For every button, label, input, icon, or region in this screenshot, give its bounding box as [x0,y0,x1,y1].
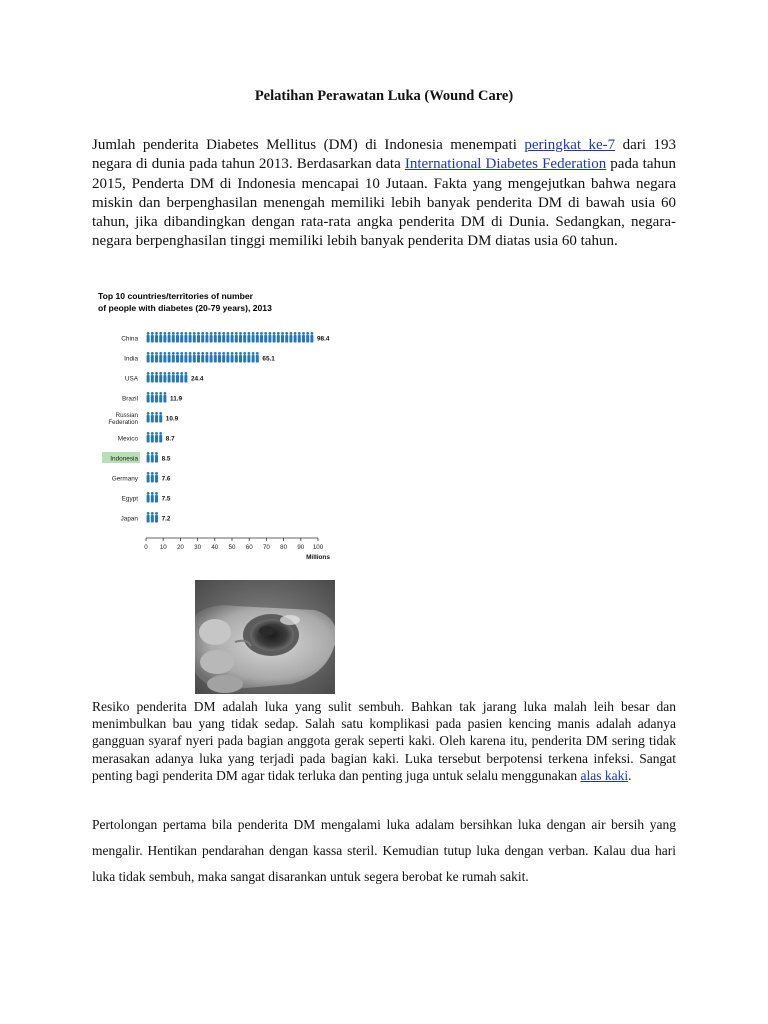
person-icon-body [201,335,204,343]
person-icon-body [268,335,271,343]
person-icon-body [273,335,276,343]
value-label-usa: 24.4 [191,375,204,383]
person-icon-body [159,415,162,423]
person-icon-head [159,432,162,435]
person-icon-head [180,372,183,375]
person-icon-body [243,355,246,363]
person-icon-body [147,515,150,523]
person-icon-head [155,392,158,395]
person-icon-head [185,332,188,335]
person-icon-head [222,332,225,335]
person-icon-head [185,352,188,355]
person-icon-head [159,372,162,375]
category-label-mexico: Mexico [117,435,138,443]
person-icon-body [155,415,158,423]
person-icon-body [151,395,154,403]
intro-text-2: dari 193 negara di dunia pada tahun 2013. Berdasarkan data [92,137,676,173]
person-icon-body [147,435,150,443]
person-icon-body [197,335,200,343]
person-icon-head [151,332,154,335]
person-icon-head [214,352,217,355]
person-icon-body [155,495,158,503]
person-icon-head [311,332,314,335]
person-icon-body [281,335,284,343]
person-icon-body [147,475,150,483]
person-icon-body [289,335,292,343]
chart-title-line2: of people with diabetes (20-79 years), 2013 [98,303,272,313]
idf-link[interactable]: International Diabetes Federation [404,156,607,173]
person-icon-body [310,335,313,343]
person-icon-body [155,455,158,463]
person-icon-head [176,332,179,335]
person-icon-body [184,335,187,343]
bar-indonesia [147,452,158,463]
person-icon-head [147,432,150,435]
person-icon-body [159,375,162,383]
person-icon-body [147,335,150,343]
value-label-indonesia: 8.5 [161,455,171,463]
person-icon-body [239,335,242,343]
person-icon-head [155,332,158,335]
person-icon-body [197,355,200,363]
person-icon-head [155,432,158,435]
person-icon-head [206,352,209,355]
person-icon-head [285,332,288,335]
person-icon-head [147,512,150,515]
person-icon-body [163,355,166,363]
category-label-egypt: Egypt [121,495,138,503]
person-icon-body [151,355,154,363]
person-icon-head [189,332,192,335]
x-tick-label-20: 20 [176,544,184,551]
person-icon-head [243,332,246,335]
x-tick-label-40: 40 [211,544,219,551]
person-icon-body [176,375,179,383]
person-icon-head [155,412,158,415]
person-icon-body [201,355,204,363]
person-icon-head [155,452,158,455]
person-icon-body [155,335,158,343]
person-icon-body [247,355,250,363]
x-tick-label-50: 50 [228,544,236,551]
person-icon-head [281,332,284,335]
bar-germany [147,472,158,483]
person-icon-head [218,332,221,335]
person-icon-head [151,512,154,515]
person-icon-head [273,332,276,335]
value-label-mexico: 8.7 [165,435,175,443]
person-icon-body [210,355,213,363]
person-icon-body [172,355,175,363]
person-icon-body [256,355,259,363]
person-icon-head [147,392,150,395]
person-icon-body [235,355,238,363]
person-icon-body [176,355,179,363]
person-icon-body [180,375,183,383]
person-icon-body [163,375,166,383]
person-icon-body [151,475,154,483]
person-icon-head [159,332,162,335]
category-label-indonesia: Indonesia [110,455,138,463]
person-icon-body [151,515,154,523]
person-icon-head [231,352,234,355]
person-icon-head [155,492,158,495]
person-icon-body [277,335,280,343]
person-icon-body [193,335,196,343]
person-icon-head [151,412,154,415]
person-icon-head [210,332,213,335]
person-icon-head [159,352,162,355]
person-icon-body [294,335,297,343]
category-label-japan: Japan [120,515,138,523]
person-icon-body [155,515,158,523]
person-icon-head [189,352,192,355]
x-axis-label: Millions [306,554,330,561]
person-icon-head [172,352,175,355]
person-icon-head [147,452,150,455]
person-icon-head [298,332,301,335]
person-icon-head [201,332,204,335]
person-icon-head [147,372,150,375]
person-icon-body [151,375,154,383]
person-icon-head [252,352,255,355]
person-icon-body [235,335,238,343]
person-icon-head [256,352,259,355]
bar-india [147,352,259,363]
value-label-japan: 7.2 [161,515,171,523]
value-label-russian-federation: 10.9 [165,415,179,423]
person-icon-head [231,332,234,335]
person-icon-body [159,395,162,403]
person-icon-head [214,332,217,335]
person-icon-head [256,332,259,335]
person-icon-body [172,375,175,383]
bar-russian-federation [147,412,163,423]
person-icon-head [159,392,162,395]
person-icon-head [260,332,263,335]
bar-mexico [147,432,163,443]
person-icon-body [243,335,246,343]
person-icon-head [155,512,158,515]
person-icon-body [159,335,162,343]
person-icon-head [168,352,171,355]
person-icon-body [151,415,154,423]
risk-text-1: Resiko penderita DM adalah luka yang sulit sembuh. Bahkan tak jarang luka malah leih besar dan menimbulkan bau yang tidak sedap. Salah satu komplikasi pada pasien kencing manis adalah adanya gangguan syaraf nyeri pada bagian anggota gerak seperti kaki. Oleh karena itu, penderita DM sering tidak merasakan adanya luka yang terjadi pada bagian kaki. Luka tersebut berpotensi terkena infeksi. Sangat penting bagi penderita DM agar tidak terluka dan penting juga untuk selalu menggunakan [92,699,676,783]
category-label-china: China [121,335,138,343]
person-icon-head [147,412,150,415]
person-icon-body [184,355,187,363]
intro-paragraph [92,136,676,252]
person-icon-body [172,335,175,343]
category-label-russian-federation-line1: Russian [115,412,138,419]
diabetes-top10-chart [92,284,352,570]
person-icon-head [302,332,305,335]
person-icon-head [164,352,167,355]
person-icon-head [147,472,150,475]
person-icon-head [151,372,154,375]
person-icon-body [260,335,263,343]
person-icon-body [176,335,179,343]
person-icon-head [180,352,183,355]
ranking-link[interactable]: peringkat ke-7 [524,137,616,153]
person-icon-head [252,332,255,335]
person-icon-body [159,435,162,443]
person-icon-head [222,352,225,355]
wound-photo [195,580,335,694]
person-icon-body [180,335,183,343]
x-tick-label-90: 90 [297,544,305,551]
category-label-brazil: Brazil [122,395,138,403]
person-icon-body [147,455,150,463]
person-icon-head [151,432,154,435]
person-icon-body [231,335,234,343]
value-label-germany: 7.6 [161,475,171,483]
person-icon-body [168,375,171,383]
person-icon-head [172,332,175,335]
person-icon-body [155,395,158,403]
person-icon-body [256,335,259,343]
person-icon-body [214,335,217,343]
person-icon-head [151,352,154,355]
person-icon-body [222,335,225,343]
bar-china [147,332,314,343]
person-icon-head [176,372,179,375]
x-tick-label-100: 100 [312,544,324,551]
x-tick-label-10: 10 [159,544,167,551]
person-icon-body [252,355,255,363]
person-icon-head [155,352,158,355]
person-icon-body [163,335,166,343]
person-icon-head [172,372,175,375]
person-icon-head [164,332,167,335]
chart-title-line1: Top 10 countries/territories of number [98,291,254,301]
person-icon-head [176,352,179,355]
person-icon-head [193,352,196,355]
person-icon-body [155,475,158,483]
person-icon-head [159,412,162,415]
x-tick-label-70: 70 [262,544,270,551]
person-icon-head [193,332,196,335]
person-icon-head [235,332,238,335]
person-icon-head [290,332,293,335]
bar-egypt [147,492,158,503]
person-icon-head [248,352,251,355]
person-icon-body [151,495,154,503]
category-label-india: India [124,355,138,363]
person-icon-body [168,355,171,363]
person-icon-head [151,492,154,495]
person-icon-body [163,395,166,403]
person-icon-head [206,332,209,335]
intro-text-3: pada tahun 2015, Penderta DM di Indonesia mencapai 10 Jutaan. Fakta yang mengejutkan bahwa negara miskin dan berpenghasilan menengah memiliki lebih banyak penderita DM di bawah usia 60 tahun, jika dibandingkan dengan rata-rata angka penderita DM di Dunia. Sedangkan, negara-negara berpenghasilan tinggi memiliki lebih banyak penderita DM diatas usia 60 tahun. [92,156,676,250]
person-icon-body [264,335,267,343]
person-icon-body [159,355,162,363]
value-label-china: 98.4 [317,335,330,343]
person-icon-body [147,375,150,383]
person-icon-head [294,332,297,335]
person-icon-head [248,332,251,335]
person-icon-body [226,355,229,363]
person-icon-head [155,372,158,375]
person-icon-head [197,352,200,355]
person-icon-body [252,335,255,343]
person-icon-body [147,415,150,423]
person-icon-head [151,392,154,395]
bar-usa [147,372,188,383]
person-icon-body [189,335,192,343]
person-icon-body [147,355,150,363]
first-aid-paragraph: Pertolongan pertama bila penderita DM mengalami luka adalam bersihkan luka dengan air bersih yang mengalir. Hentikan pendarahan dengan kassa steril. Kemudian tutup luka dengan verban. Kalau dua hari luka tidak sembuh, maka sangat disarankan untuk segera berobat ke rumah sakit. [92,817,676,884]
person-icon-head [164,372,167,375]
person-icon-head [218,352,221,355]
value-label-egypt: 7.5 [161,495,171,503]
person-icon-head [201,352,204,355]
person-icon-head [147,492,150,495]
x-tick-label-80: 80 [280,544,288,551]
category-label-russian-federation-line2: Federation [108,419,138,426]
person-icon-head [227,352,230,355]
person-icon-body [151,335,154,343]
person-icon-body [239,355,242,363]
person-icon-body [298,335,301,343]
person-icon-head [277,332,280,335]
person-icon-head [264,332,267,335]
person-icon-body [302,335,305,343]
person-icon-head [168,332,171,335]
person-icon-head [147,352,150,355]
value-label-brazil: 11.9 [170,395,183,403]
person-icon-head [239,352,242,355]
person-icon-body [205,355,208,363]
person-icon-body [193,355,196,363]
person-icon-body [306,335,309,343]
person-icon-body [226,335,229,343]
person-icon-head [147,332,150,335]
person-icon-head [164,392,167,395]
person-icon-body [210,335,213,343]
x-tick-label-30: 30 [194,544,202,551]
person-icon-head [227,332,230,335]
risk-text-2: . [628,767,632,783]
person-icon-body [214,355,217,363]
person-icon-head [235,352,238,355]
person-icon-body [155,355,158,363]
risk-paragraph [92,698,676,784]
footwear-link[interactable]: alas kaki [580,767,629,783]
person-icon-body [218,355,221,363]
person-icon-body [285,335,288,343]
person-icon-head [151,452,154,455]
person-icon-body [231,355,234,363]
person-icon-head [210,352,213,355]
bar-brazil [147,392,167,403]
person-icon-head [197,332,200,335]
category-label-germany: Germany [111,475,138,483]
person-icon-head [269,332,272,335]
person-icon-body [180,355,183,363]
intro-text-1: Jumlah penderita Diabetes Mellitus (DM) di Indonesia menempati [92,137,525,153]
person-icon-head [155,472,158,475]
person-icon-body [184,375,187,383]
x-tick-label-0: 0 [144,544,148,551]
page-title: Pelatihan Perawatan Luka (Wound Care) [254,88,514,104]
person-icon-body [147,495,150,503]
person-icon-body [222,355,225,363]
person-icon-head [306,332,309,335]
person-icon-body [247,335,250,343]
person-icon-body [147,395,150,403]
person-icon-head [243,352,246,355]
category-label-usa: USA [124,375,138,383]
person-icon-head [180,332,183,335]
person-icon-body [189,355,192,363]
person-icon-head [185,372,188,375]
person-icon-head [239,332,242,335]
person-icon-body [155,435,158,443]
person-icon-body [151,455,154,463]
x-tick-label-60: 60 [245,544,253,551]
person-icon-body [205,335,208,343]
person-icon-head [151,472,154,475]
person-icon-body [168,335,171,343]
bar-japan [147,512,158,523]
person-icon-body [155,375,158,383]
person-icon-body [151,435,154,443]
value-label-india: 65.1 [262,355,275,363]
person-icon-head [168,372,171,375]
person-icon-body [218,335,221,343]
